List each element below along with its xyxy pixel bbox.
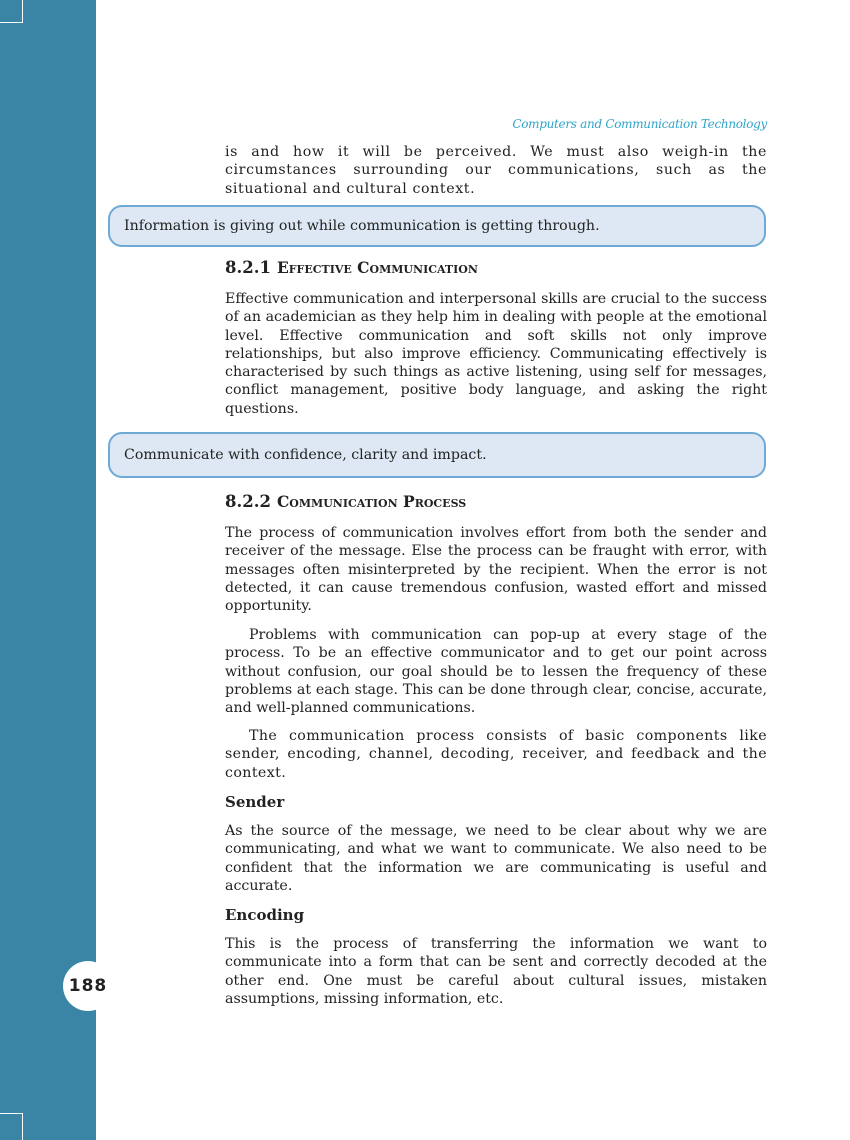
effective-comm-block	[225, 290, 767, 418]
section-title: Effective Communication	[276, 258, 478, 277]
sender-heading-block	[225, 793, 767, 811]
encoding-text-block	[225, 935, 767, 1008]
process-p3-block	[225, 727, 767, 782]
process-paragraph-2: Problems with communication can pop-up at every stage of the process. To be an effective communicator and to get our point across without confusion, our goal should be to lessen the frequency of these problems at each stage. This can be done through clear, concise, accurate, and well-planned communications.	[225, 627, 767, 717]
sender-paragraph: As the source of the message, we need to be clear about why we are communicating, and what we want to communicate. We also need to be confident that the information we are communicating is useful and accurate.	[225, 823, 767, 894]
process-p1-block	[225, 524, 767, 615]
callout-box-1	[108, 205, 766, 247]
section-heading-8-2-1	[225, 258, 767, 277]
running-head: Computers and Communication Technology	[512, 117, 767, 131]
intro-paragraph-block	[225, 143, 767, 198]
callout-text-2: Communicate with confidence, clarity and impact.	[124, 447, 487, 463]
encoding-paragraph: This is the process of transferring the information we want to communicate into a form that can be sent and correctly decoded at the other end. One must be careful about cultural issues, mistaken assumptions, missing information, etc.	[225, 936, 767, 1007]
section-8-2-1	[225, 258, 767, 277]
effective-comm-paragraph: Effective communication and interpersonal skills are crucial to the success of an academician as they help him in dealing with people at the emotional level. Effective communication and soft skills not only improve relationships, but also improve efficiency. Communicating effectively is characterised by such things as active listening, using self for messages, conflict management, positive body language, and asking the right questions.	[225, 291, 767, 417]
intro-paragraph: is and how it will be perceived. We must also weigh-in the circumstances surrounding our communications, such as the situational and cultural context.	[225, 144, 767, 197]
callout-box-2	[108, 432, 766, 478]
sender-heading: Sender	[225, 793, 285, 811]
encoding-heading-block	[225, 906, 767, 924]
crop-mark-bottom	[0, 1113, 23, 1140]
callout-text-1: Information is giving out while communication is getting through.	[124, 218, 600, 234]
sender-text-block	[225, 822, 767, 895]
section-heading-8-2-2	[225, 492, 767, 511]
section-8-2-2	[225, 492, 767, 511]
page-number: 188	[63, 961, 113, 1011]
section-title: Communication Process	[276, 492, 467, 511]
crop-mark-top	[0, 0, 23, 23]
process-paragraph-3: The communication process consists of basic components like sender, encoding, channel, decoding, receiver, and feedback and the context.	[225, 728, 767, 781]
section-number: 8.2.2	[225, 492, 271, 511]
section-number: 8.2.1	[225, 258, 271, 277]
encoding-heading: Encoding	[225, 906, 305, 924]
process-p2-block	[225, 626, 767, 717]
process-paragraph-1: The process of communication involves effort from both the sender and receiver of the message. Else the process can be fraught with error, with messages often misinterpreted by the recipient. When the error is not detected, it can cause tremendous confusion, wasted effort and missed opportunity.	[225, 525, 767, 615]
